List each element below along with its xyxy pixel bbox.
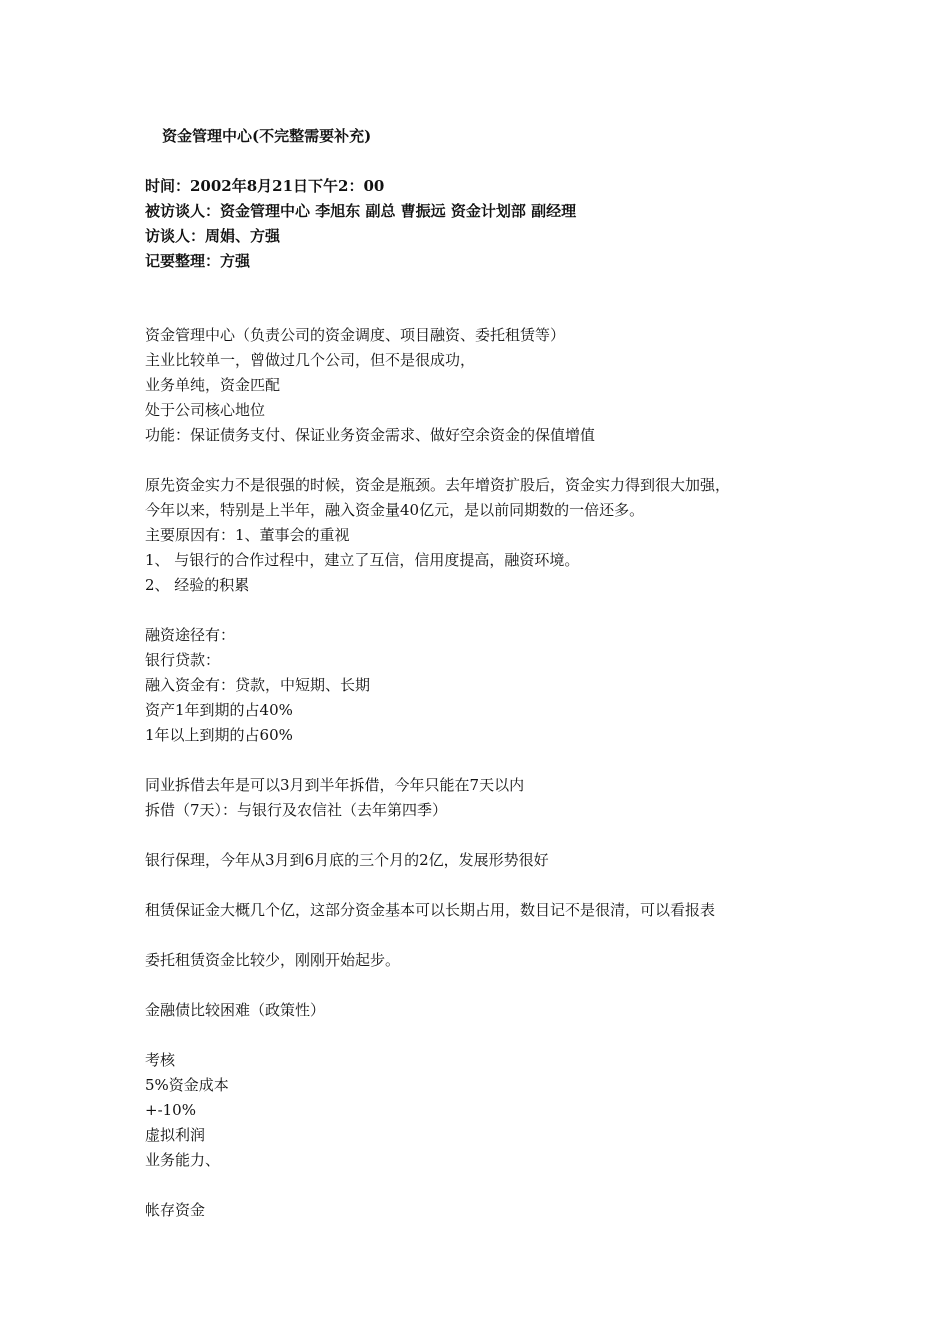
paragraph-line: 5%资金成本 <box>145 1076 229 1094</box>
paragraph-spacer <box>145 823 845 848</box>
paragraph-line: 委托租赁资金比较少，刚刚开始起步。 <box>145 951 401 969</box>
paragraph-line: 2、 经验的积累 <box>145 576 250 594</box>
paragraph-spacer <box>145 1023 845 1048</box>
paragraph-line: 考核 <box>145 1051 176 1069</box>
paragraph-spacer <box>145 1173 845 1198</box>
interview-meta <box>145 174 576 274</box>
paragraph-spacer <box>145 598 845 623</box>
paragraph-line: 金融债比较困难（政策性） <box>145 1001 326 1019</box>
paragraph-line: 租赁保证金大概几个亿，这部分资金基本可以长期占用，数目记不是很清，可以看报表 <box>145 901 716 919</box>
paragraph-line: 虚拟利润 <box>145 1126 206 1144</box>
paragraph-line: 功能：保证债务支付、保证业务资金需求、做好空余资金的保值增值 <box>145 426 596 444</box>
paragraph-spacer <box>145 448 845 473</box>
paragraph-line: 帐存资金 <box>145 1201 206 1219</box>
paragraph-line: 融入资金有：贷款，中短期、长期 <box>145 676 371 694</box>
paragraph-spacer <box>145 923 845 948</box>
paragraph-line: 今年以来，特别是上半年，融入资金量40亿元，是以前同期数的一倍还多。 <box>145 501 645 519</box>
paragraph-line: 银行贷款： <box>145 651 221 669</box>
paragraph-line: 原先资金实力不是很强的时候，资金是瓶颈。去年增资扩股后，资金实力得到很大加强， <box>145 476 731 494</box>
meta-recorder: 记要整理：方强 <box>145 252 251 270</box>
paragraph-line: 拆借（7天）：与银行及农信社（去年第四季） <box>145 801 448 819</box>
paragraph-line: 处于公司核心地位 <box>145 401 266 419</box>
paragraph-line: 业务单纯，资金匹配 <box>145 376 281 394</box>
paragraph-line: 1年以上到期的占60% <box>145 726 293 744</box>
paragraph-line: 主要原因有：1、董事会的重视 <box>145 526 350 544</box>
paragraph-line: +-10% <box>145 1101 196 1119</box>
paragraph-line: 1、 与银行的合作过程中，建立了互信，信用度提高，融资环境。 <box>145 551 580 569</box>
document-body <box>145 323 845 1223</box>
document-title: 资金管理中心(不完整需要补充) <box>162 127 372 145</box>
paragraph-line: 银行保理，今年从3月到6月底的三个月的2亿，发展形势很好 <box>145 851 549 869</box>
meta-interviewer: 访谈人：周娟、方强 <box>145 227 281 245</box>
meta-time: 时间：2002年8月21日下午2：00 <box>145 177 385 195</box>
paragraph-line: 资产1年到期的占40% <box>145 701 293 719</box>
paragraph-spacer <box>145 973 845 998</box>
paragraph-spacer <box>145 873 845 898</box>
paragraph-line: 业务能力、 <box>145 1151 221 1169</box>
paragraph-spacer <box>145 748 845 773</box>
paragraph-line: 主业比较单一，曾做过几个公司，但不是很成功， <box>145 351 476 369</box>
meta-interviewee: 被访谈人：资金管理中心 李旭东 副总 曹振远 资金计划部 副经理 <box>145 202 577 220</box>
paragraph-line: 资金管理中心（负责公司的资金调度、项目融资、委托租赁等） <box>145 326 566 344</box>
paragraph-line: 同业拆借去年是可以3月到半年拆借，今年只能在7天以内 <box>145 776 525 794</box>
paragraph-line: 融资途径有： <box>145 626 236 644</box>
